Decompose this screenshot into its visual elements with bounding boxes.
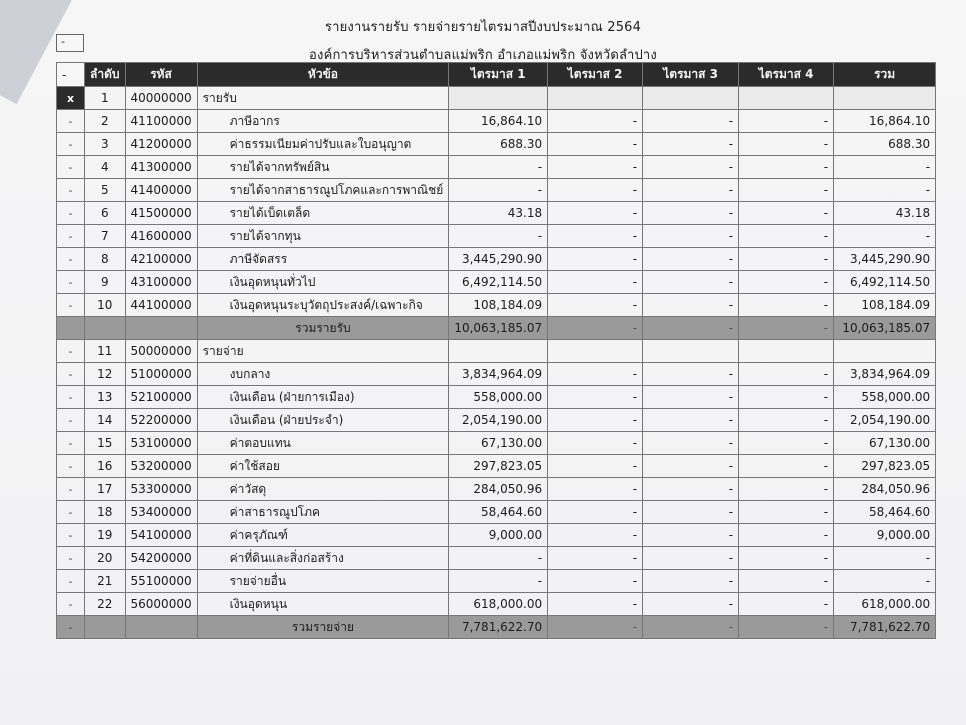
row-number: 3 (85, 133, 126, 156)
row-marker: - (57, 432, 85, 455)
row-number: 12 (85, 363, 126, 386)
row-number: 7 (85, 225, 126, 248)
table-row (57, 547, 936, 570)
row-q3: - (643, 294, 739, 317)
table-row (57, 225, 936, 248)
row-code: 53300000 (125, 478, 197, 501)
row-total: 3,445,290.90 (834, 248, 936, 271)
row-q3 (643, 87, 739, 110)
table-row (57, 478, 936, 501)
row-q4: - (739, 570, 834, 593)
row-q1: 3,445,290.90 (449, 248, 548, 271)
table-header-row (57, 63, 936, 87)
row-total: 618,000.00 (834, 593, 936, 616)
row-title: รายจ่าย (197, 340, 449, 363)
row-q1: 108,184.09 (449, 294, 548, 317)
row-marker: - (57, 478, 85, 501)
row-q1: 10,063,185.07 (449, 317, 548, 340)
row-code: 41600000 (125, 225, 197, 248)
row-total: 58,464.60 (834, 501, 936, 524)
row-total: 284,050.96 (834, 478, 936, 501)
row-title: รายได้จากทุน (197, 225, 449, 248)
row-code: 44100000 (125, 294, 197, 317)
row-q2: - (548, 432, 643, 455)
row-q1: 6,492,114.50 (449, 271, 548, 294)
row-code: 51000000 (125, 363, 197, 386)
row-number: 20 (85, 547, 126, 570)
row-total: - (834, 156, 936, 179)
row-total: 43.18 (834, 202, 936, 225)
row-marker: - (57, 363, 85, 386)
row-total (834, 340, 936, 363)
row-q3: - (643, 225, 739, 248)
row-marker: - (57, 616, 85, 639)
filter-stub-marker: - (56, 34, 84, 52)
row-number: 2 (85, 110, 126, 133)
total-row (57, 616, 936, 639)
table-row (57, 87, 936, 110)
row-q2: - (548, 271, 643, 294)
row-q2: - (548, 478, 643, 501)
row-marker: - (57, 524, 85, 547)
row-q3: - (643, 524, 739, 547)
row-q2: - (548, 294, 643, 317)
row-q4: - (739, 409, 834, 432)
row-marker: - (57, 547, 85, 570)
row-q2: - (548, 501, 643, 524)
row-q1 (449, 340, 548, 363)
table-row (57, 340, 936, 363)
row-number: 21 (85, 570, 126, 593)
row-q2: - (548, 524, 643, 547)
table-row (57, 524, 936, 547)
row-total: 16,864.10 (834, 110, 936, 133)
row-number: 22 (85, 593, 126, 616)
row-q3: - (643, 432, 739, 455)
row-marker: - (57, 179, 85, 202)
row-q2: - (548, 593, 643, 616)
table-row (57, 386, 936, 409)
row-q4: - (739, 202, 834, 225)
row-code: 41100000 (125, 110, 197, 133)
table-row (57, 294, 936, 317)
row-title: ค่าวัสดุ (197, 478, 449, 501)
table-row (57, 593, 936, 616)
report-title: รายงานรายรับ รายจ่ายรายไตรมาสปีงบประมาณ 2564 (324, 20, 642, 35)
row-title: ค่าธรรมเนียมค่าปรับและใบอนุญาต (197, 133, 449, 156)
table-row (57, 409, 936, 432)
row-marker: - (57, 156, 85, 179)
row-q4: - (739, 156, 834, 179)
row-number: 19 (85, 524, 126, 547)
row-code: 41400000 (125, 179, 197, 202)
row-code: 43100000 (125, 271, 197, 294)
row-marker: - (57, 501, 85, 524)
row-code (125, 317, 197, 340)
row-q2: - (548, 156, 643, 179)
row-total: 688.30 (834, 133, 936, 156)
row-number: 4 (85, 156, 126, 179)
row-title: รายได้จากทรัพย์สิน (197, 156, 449, 179)
row-title: ภาษีอากร (197, 110, 449, 133)
header-total: รวม (834, 63, 936, 87)
row-q3: - (643, 570, 739, 593)
row-total: 7,781,622.70 (834, 616, 936, 639)
row-q3: - (643, 409, 739, 432)
row-q4: - (739, 501, 834, 524)
row-title: เงินอุดหนุนทั่วไป (197, 271, 449, 294)
row-number: 15 (85, 432, 126, 455)
row-q1: 618,000.00 (449, 593, 548, 616)
row-marker: - (57, 409, 85, 432)
table-row (57, 271, 936, 294)
row-marker: - (57, 248, 85, 271)
row-q4 (739, 87, 834, 110)
row-q2: - (548, 455, 643, 478)
row-title: รายจ่ายอื่น (197, 570, 449, 593)
table-row (57, 179, 936, 202)
row-q3: - (643, 271, 739, 294)
row-total: - (834, 225, 936, 248)
row-total: 3,834,964.09 (834, 363, 936, 386)
row-q3: - (643, 156, 739, 179)
table-row (57, 248, 936, 271)
row-q4: - (739, 248, 834, 271)
row-number: 1 (85, 87, 126, 110)
header-stub: - (57, 63, 85, 87)
header-q3: ไตรมาส 3 (643, 63, 739, 87)
row-q2 (548, 340, 643, 363)
row-title: เงินเดือน (ฝ่ายการเมือง) (197, 386, 449, 409)
row-q4: - (739, 271, 834, 294)
row-q1: - (449, 156, 548, 179)
row-title: ค่าสาธารณูปโภค (197, 501, 449, 524)
header-q4: ไตรมาส 4 (739, 63, 834, 87)
row-q4: - (739, 524, 834, 547)
row-title: เงินอุดหนุนระบุวัตถุประสงค์/เฉพาะกิจ (197, 294, 449, 317)
row-marker: - (57, 294, 85, 317)
row-number: 6 (85, 202, 126, 225)
row-number (85, 616, 126, 639)
row-q2: - (548, 225, 643, 248)
row-number: 17 (85, 478, 126, 501)
row-q1: - (449, 570, 548, 593)
table-row (57, 432, 936, 455)
row-q1: 43.18 (449, 202, 548, 225)
header-title: หัวข้อ (197, 63, 449, 87)
row-title: งบกลาง (197, 363, 449, 386)
header-no: ลำดับ (85, 63, 126, 87)
row-title: รายได้เบ็ดเตล็ด (197, 202, 449, 225)
row-code: 55100000 (125, 570, 197, 593)
row-q2: - (548, 248, 643, 271)
table-row (57, 455, 936, 478)
row-marker: - (57, 133, 85, 156)
row-q3 (643, 340, 739, 363)
row-q4: - (739, 432, 834, 455)
row-number: 14 (85, 409, 126, 432)
row-q1: 9,000.00 (449, 524, 548, 547)
row-total: 108,184.09 (834, 294, 936, 317)
row-q4: - (739, 478, 834, 501)
row-q3: - (643, 248, 739, 271)
row-q3: - (643, 179, 739, 202)
row-title: ภาษีจัดสรร (197, 248, 449, 271)
row-q3: - (643, 593, 739, 616)
row-q4: - (739, 179, 834, 202)
row-q3: - (643, 547, 739, 570)
row-q2: - (548, 363, 643, 386)
row-code: 41200000 (125, 133, 197, 156)
row-q3: - (643, 317, 739, 340)
row-code: 53200000 (125, 455, 197, 478)
row-code: 50000000 (125, 340, 197, 363)
row-code: 52100000 (125, 386, 197, 409)
row-q4: - (739, 616, 834, 639)
row-q1: 2,054,190.00 (449, 409, 548, 432)
row-q1: 58,464.60 (449, 501, 548, 524)
row-total (834, 87, 936, 110)
row-q2 (548, 87, 643, 110)
row-marker: - (57, 455, 85, 478)
row-code: 56000000 (125, 593, 197, 616)
row-marker: - (57, 271, 85, 294)
row-number: 8 (85, 248, 126, 271)
row-q1: 688.30 (449, 133, 548, 156)
table-row (57, 133, 936, 156)
row-total: 10,063,185.07 (834, 317, 936, 340)
row-q4: - (739, 386, 834, 409)
row-q4: - (739, 225, 834, 248)
row-total: 67,130.00 (834, 432, 936, 455)
row-code: 40000000 (125, 87, 197, 110)
row-q1: 3,834,964.09 (449, 363, 548, 386)
row-total: 6,492,114.50 (834, 271, 936, 294)
row-code: 52200000 (125, 409, 197, 432)
row-q2: - (548, 570, 643, 593)
row-title: รวมรายรับ (197, 317, 449, 340)
row-q3: - (643, 386, 739, 409)
row-q1: 558,000.00 (449, 386, 548, 409)
table-body (57, 87, 936, 639)
header-code: รหัส (125, 63, 197, 87)
report-subtitle: องค์การบริหารส่วนตำบลแม่พริก อำเภอแม่พริก จังหวัดลำปาง (309, 48, 657, 63)
row-code: 54100000 (125, 524, 197, 547)
row-marker: x (57, 87, 85, 110)
row-q2: - (548, 547, 643, 570)
header-q2: ไตรมาส 2 (548, 63, 643, 87)
row-title: เงินเดือน (ฝ่ายประจำ) (197, 409, 449, 432)
row-q1: - (449, 225, 548, 248)
row-q3: - (643, 133, 739, 156)
row-total: 2,054,190.00 (834, 409, 936, 432)
row-number: 9 (85, 271, 126, 294)
row-q4: - (739, 455, 834, 478)
table-row (57, 156, 936, 179)
row-q1 (449, 87, 548, 110)
row-title: เงินอุดหนุน (197, 593, 449, 616)
row-total: 558,000.00 (834, 386, 936, 409)
row-code: 42100000 (125, 248, 197, 271)
row-q3: - (643, 501, 739, 524)
row-q2: - (548, 110, 643, 133)
row-number: 18 (85, 501, 126, 524)
row-title: ค่าที่ดินและสิ่งก่อสร้าง (197, 547, 449, 570)
row-q2: - (548, 202, 643, 225)
row-q1: 284,050.96 (449, 478, 548, 501)
row-number: 16 (85, 455, 126, 478)
row-q4: - (739, 110, 834, 133)
row-q2: - (548, 616, 643, 639)
row-q4: - (739, 133, 834, 156)
row-q2: - (548, 133, 643, 156)
row-code: 53100000 (125, 432, 197, 455)
row-q4: - (739, 294, 834, 317)
table-row (57, 110, 936, 133)
row-total: 9,000.00 (834, 524, 936, 547)
row-q3: - (643, 455, 739, 478)
row-code: 53400000 (125, 501, 197, 524)
row-q2: - (548, 409, 643, 432)
row-title: รายรับ (197, 87, 449, 110)
income-expense-table (56, 62, 936, 639)
row-q1: - (449, 547, 548, 570)
row-q3: - (643, 110, 739, 133)
row-total: - (834, 179, 936, 202)
row-number: 11 (85, 340, 126, 363)
row-q4: - (739, 547, 834, 570)
row-q2: - (548, 179, 643, 202)
row-q4: - (739, 317, 834, 340)
row-q1: - (449, 179, 548, 202)
row-title: รายได้จากสาธารณูปโภคและการพาณิชย์ (197, 179, 449, 202)
row-number: 10 (85, 294, 126, 317)
row-number: 5 (85, 179, 126, 202)
row-q1: 16,864.10 (449, 110, 548, 133)
row-marker: - (57, 225, 85, 248)
row-marker: - (57, 386, 85, 409)
row-total: - (834, 547, 936, 570)
row-code: 41300000 (125, 156, 197, 179)
table-row (57, 202, 936, 225)
row-q3: - (643, 478, 739, 501)
row-q4: - (739, 363, 834, 386)
row-marker: - (57, 593, 85, 616)
row-q1: 297,823.05 (449, 455, 548, 478)
row-total: - (834, 570, 936, 593)
row-marker: - (57, 570, 85, 593)
row-title: ค่าครุภัณฑ์ (197, 524, 449, 547)
row-title: ค่าใช้สอย (197, 455, 449, 478)
table-row (57, 501, 936, 524)
total-row (57, 317, 936, 340)
row-q1: 67,130.00 (449, 432, 548, 455)
header-q1: ไตรมาส 1 (449, 63, 548, 87)
row-code (125, 616, 197, 639)
row-marker: - (57, 202, 85, 225)
row-number: 13 (85, 386, 126, 409)
row-q1: 7,781,622.70 (449, 616, 548, 639)
table-row (57, 363, 936, 386)
row-code: 41500000 (125, 202, 197, 225)
table-row (57, 570, 936, 593)
row-q4 (739, 340, 834, 363)
row-q3: - (643, 616, 739, 639)
row-marker: - (57, 340, 85, 363)
row-q4: - (739, 593, 834, 616)
row-q3: - (643, 202, 739, 225)
row-title: ค่าตอบแทน (197, 432, 449, 455)
row-q2: - (548, 386, 643, 409)
row-code: 54200000 (125, 547, 197, 570)
row-title: รวมรายจ่าย (197, 616, 449, 639)
row-total: 297,823.05 (834, 455, 936, 478)
row-number (85, 317, 126, 340)
row-q2: - (548, 317, 643, 340)
row-q3: - (643, 363, 739, 386)
row-marker: - (57, 110, 85, 133)
row-marker (57, 317, 85, 340)
